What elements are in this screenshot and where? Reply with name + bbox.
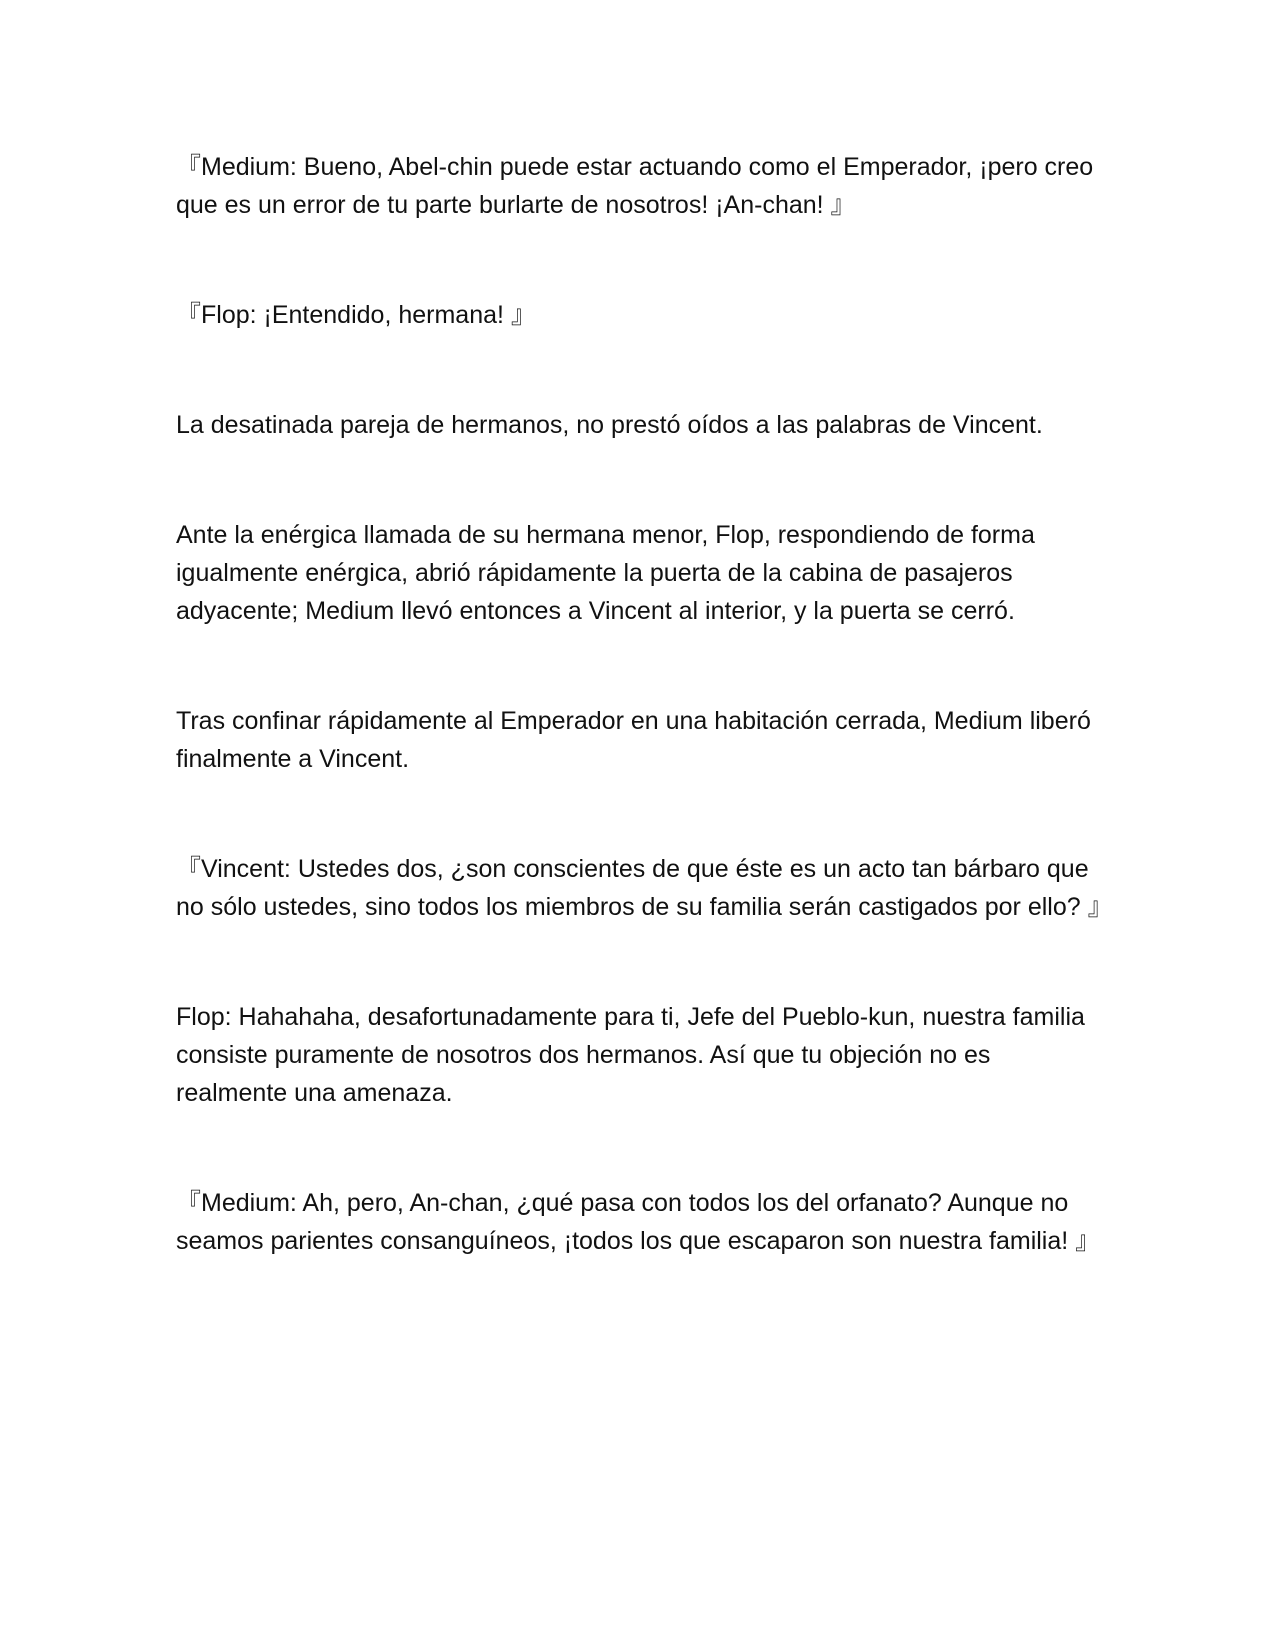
document-body (176, 148, 1113, 1332)
paragraph-flop-2: Flop: Hahahaha, desafortunadamente para ti, Jefe del Pueblo-kun, nuestra familia consiste puramente de nosotros dos hermanos. Así que tu objeción no es realmente una amenaza. (176, 1003, 1085, 1107)
paragraph-flop-1: 『Flop: ¡Entendido, hermana! 』 (176, 301, 536, 329)
paragraph-medium-1: 『Medium: Bueno, Abel-chin puede estar actuando como el Emperador, ¡pero creo que es un error de tu parte burlarte de nosotros! ¡An-chan! 』 (176, 153, 1094, 219)
paragraph-narration-3: Tras confinar rápidamente al Emperador en una habitación cerrada, Medium liberó finalmente a Vincent. (176, 707, 1091, 773)
paragraph-vincent-1: 『Vincent: Ustedes dos, ¿son conscientes de que éste es un acto tan bárbaro que no sólo ustedes, sino todos los miembros de su familia serán castigados por ello? 』 (176, 855, 1113, 921)
paragraph-narration-2: Ante la enérgica llamada de su hermana menor, Flop, respondiendo de forma igualmente enérgica, abrió rápidamente la puerta de la cabina de pasajeros adyacente; Medium llevó entonces a Vincent al interior, y la puerta se cerró. (176, 521, 1035, 625)
paragraph-medium-2: 『Medium: Ah, pero, An-chan, ¿qué pasa con todos los del orfanato? Aunque no seamos parientes consanguíneos, ¡todos los que escaparon son nuestra familia! 』 (176, 1189, 1101, 1255)
paragraph-narration-1: La desatinada pareja de hermanos, no prestó oídos a las palabras de Vincent. (176, 411, 1043, 439)
